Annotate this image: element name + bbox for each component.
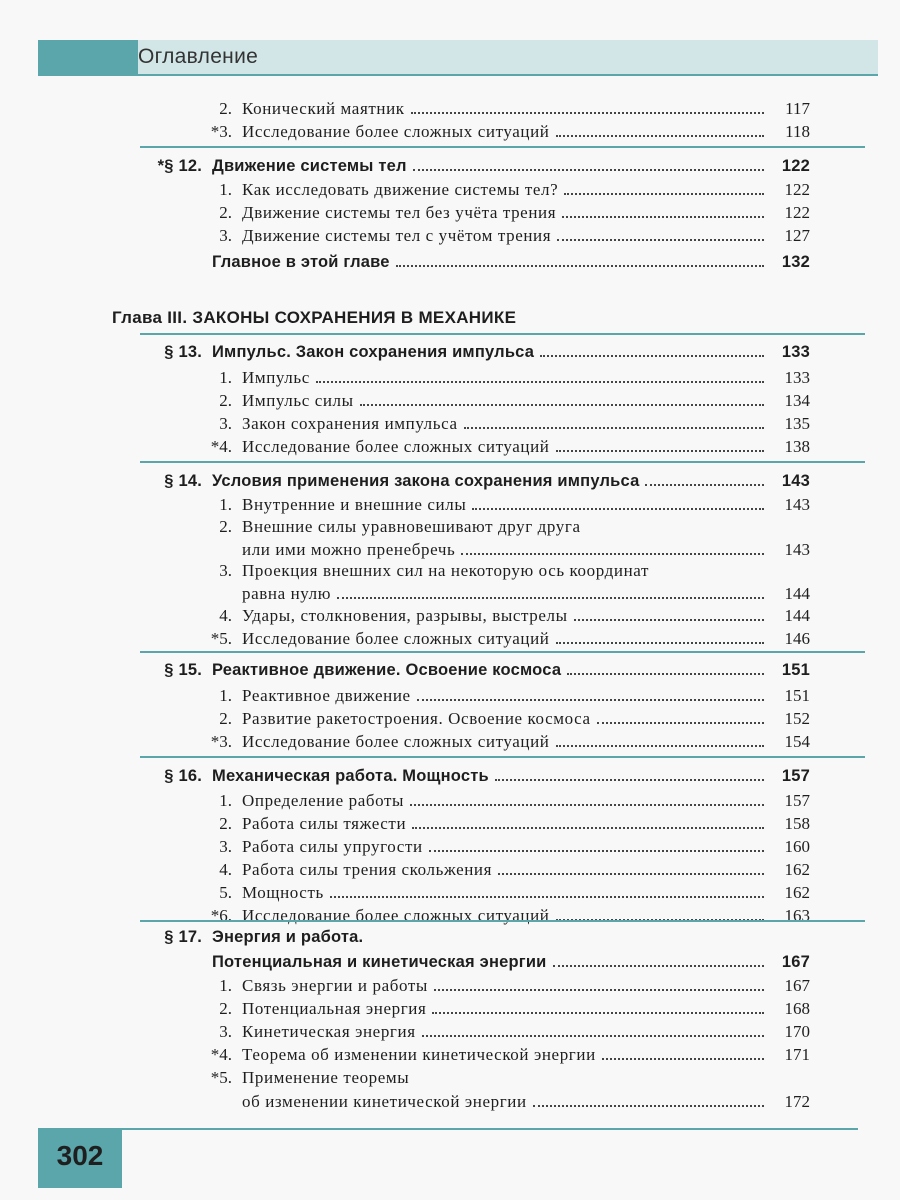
dot-leader: [412, 813, 764, 829]
toc-entry-title: Исследование более сложных ситуаций: [242, 122, 550, 141]
toc-entry-page: 144: [784, 584, 810, 603]
toc-entry-number: 1.: [219, 686, 232, 705]
toc-entry-title: Исследование более сложных ситуаций: [242, 629, 550, 648]
header-title: Оглавление: [138, 45, 259, 68]
toc-entry-title: Кинетическая энергия: [242, 1022, 416, 1041]
toc-entry-title: Связь энергии и работы: [242, 976, 428, 995]
dot-leader: [472, 494, 764, 510]
toc-entry-title: Применение теоремы: [242, 1068, 410, 1087]
section-divider: [140, 461, 865, 463]
toc-entry-title: Мощность: [242, 883, 324, 902]
toc-entry: [0, 179, 900, 203]
toc-entry-title: Импульс силы: [242, 391, 354, 410]
dot-leader: [461, 539, 764, 555]
toc-entry-title: Удары, столкновения, разрывы, выстрелы: [242, 606, 568, 625]
toc-entry-page: 162: [784, 860, 810, 879]
toc-entry-number: 5.: [219, 883, 232, 902]
toc-entry-page: 160: [784, 837, 810, 856]
toc-entry: [0, 1021, 900, 1045]
toc-entry: [0, 813, 900, 837]
toc-entry: [0, 367, 900, 391]
toc-entry-page: 172: [784, 1092, 810, 1111]
toc-entry-number: 2.: [219, 99, 232, 118]
dot-leader: [411, 98, 764, 114]
toc-entry: [0, 98, 900, 122]
toc-entry: [0, 882, 900, 906]
dot-leader: [553, 951, 764, 967]
toc-entry: [0, 605, 900, 629]
toc-entry-number: *§ 12.: [157, 157, 202, 175]
toc-entry-title: Механическая работа. Мощность: [212, 767, 489, 785]
toc-entry-number: § 15.: [164, 661, 202, 679]
dot-leader: [645, 470, 764, 486]
toc-entry-title: Импульс: [242, 368, 310, 387]
toc-entry: [0, 561, 900, 585]
dot-leader: [567, 659, 764, 675]
dot-leader: [337, 583, 764, 599]
toc-entry-number: *4.: [210, 1045, 232, 1064]
page-number-box: [38, 1128, 122, 1188]
toc-entry-number: 2.: [219, 709, 232, 728]
toc-entry: [0, 1044, 900, 1068]
running-header: [38, 40, 878, 76]
toc-entry-page: 167: [781, 953, 810, 971]
toc-entry-title: Реактивное движение: [242, 686, 411, 705]
toc-entry-number: § 16.: [164, 767, 202, 785]
section-divider: [140, 146, 865, 148]
toc-entry-page: 152: [784, 709, 810, 728]
toc-entry-title: Движение системы тел: [212, 157, 407, 175]
toc-entry: [0, 121, 900, 145]
toc-entry-title: Реактивное движение. Освоение космоса: [212, 661, 562, 679]
toc-entry: [0, 998, 900, 1022]
toc-entry-page: 157: [784, 791, 810, 810]
toc-entry-page: 133: [781, 343, 810, 361]
toc-entry: [0, 859, 900, 883]
toc-entry-number: 1.: [219, 791, 232, 810]
toc-entry-title: Определение работы: [242, 791, 405, 810]
toc-entry-title: Потенциальная и кинетическая энергии: [212, 953, 547, 971]
toc-entry: [0, 494, 900, 518]
toc-entry-page: 122: [781, 157, 810, 175]
toc-entry-title: равна нулю: [242, 584, 331, 603]
dot-leader: [330, 882, 764, 898]
toc-entry-page: 117: [785, 99, 810, 118]
toc-entry-title: Работа силы тяжести: [242, 814, 407, 833]
toc-entry-title: Условия применения закона сохранения импульса: [212, 472, 640, 490]
toc-entry-page: 151: [781, 661, 810, 679]
dot-leader: [434, 975, 764, 991]
dot-leader: [562, 202, 764, 218]
toc-entry-title: Движение системы тел с учётом трения: [242, 226, 552, 245]
toc-entry-number: 3.: [219, 561, 232, 580]
dot-leader: [556, 731, 765, 747]
dot-leader: [556, 628, 765, 644]
dot-leader: [396, 251, 764, 267]
toc-entry-number: 1.: [219, 180, 232, 199]
toc-entry: [0, 708, 900, 732]
toc-entry-page: 143: [781, 472, 810, 490]
toc-entry-number: § 14.: [164, 472, 202, 490]
toc-entry: [0, 685, 900, 709]
dot-leader: [574, 605, 764, 621]
dot-leader: [597, 708, 764, 724]
dot-leader: [495, 765, 764, 781]
toc-entry: [0, 765, 900, 789]
toc-entry-number: *6.: [210, 906, 232, 925]
toc-entry-number: 3.: [219, 1022, 232, 1041]
dot-leader: [410, 790, 764, 806]
toc-entry: [0, 928, 900, 952]
section-divider: [140, 333, 865, 335]
toc-entry-page: 170: [784, 1022, 810, 1041]
toc-entry-page: 146: [784, 629, 810, 648]
toc-entry-number: 2.: [219, 999, 232, 1018]
toc-entry-number: 4.: [219, 860, 232, 879]
toc-entry-number: *4.: [210, 437, 232, 456]
toc-entry: [0, 905, 900, 929]
toc-entry-title: Движение системы тел без учёта трения: [242, 203, 557, 222]
dot-leader: [432, 998, 764, 1014]
toc-entry: [0, 583, 900, 607]
dot-leader: [417, 685, 764, 701]
toc-entry: [0, 436, 900, 460]
toc-entry: [0, 202, 900, 226]
toc-entry-title: Работа силы трения скольжения: [242, 860, 493, 879]
toc-entry-title: Работа силы упругости: [242, 837, 423, 856]
toc-entry: [0, 539, 900, 563]
toc-entry-title: Исследование более сложных ситуаций: [242, 906, 550, 925]
toc-entry: [0, 790, 900, 814]
toc-entry-title: Развитие ракетостроения. Освоение космоса: [242, 709, 591, 728]
dot-leader: [556, 905, 765, 921]
toc-entry: [0, 975, 900, 999]
toc-entry-page: 122: [784, 203, 810, 222]
toc-entry-title: Исследование более сложных ситуаций: [242, 732, 550, 751]
toc-entry-number: § 13.: [164, 343, 202, 361]
toc-entry-page: 138: [784, 437, 810, 456]
toc-entry: [0, 517, 900, 541]
toc-entry-number: 1.: [219, 368, 232, 387]
toc-entry-page: 157: [781, 767, 810, 785]
toc-entry-number: § 17.: [164, 928, 202, 946]
header-accent-tab: [38, 40, 138, 76]
toc-entry-number: 4.: [219, 606, 232, 625]
toc-entry-page: 163: [784, 906, 810, 925]
dot-leader: [556, 121, 765, 137]
toc-entry-title: Импульс. Закон сохранения импульса: [212, 343, 535, 361]
toc-entry-page: 118: [785, 122, 810, 141]
toc-entry-page: 162: [784, 883, 810, 902]
toc-entry-page: 143: [784, 495, 810, 514]
toc-entry-title: об изменении кинетической энергии: [242, 1092, 527, 1111]
dot-leader: [422, 1021, 764, 1037]
toc-entry: [0, 628, 900, 652]
toc-entry: [0, 155, 900, 179]
toc-entry: [0, 341, 900, 365]
toc-entry: [0, 836, 900, 860]
toc-entry-page: 151: [784, 686, 810, 705]
toc-entry-page: 171: [784, 1045, 810, 1064]
dot-leader: [360, 390, 764, 406]
toc-entry-number: *5.: [210, 1068, 232, 1087]
toc-entry-number: *5.: [210, 629, 232, 648]
toc-entry: [0, 951, 900, 975]
toc-entry-title: Исследование более сложных ситуаций: [242, 437, 550, 456]
dot-leader: [429, 836, 764, 852]
toc-entry-title: Внешние силы уравновешивают друг друга: [242, 517, 581, 536]
toc-entry: [0, 390, 900, 414]
toc-entry-title: Внутренние и внешние силы: [242, 495, 467, 514]
toc-entry-title: Проекция внешних сил на некоторую ось координат: [242, 561, 649, 580]
dot-leader: [316, 367, 764, 383]
toc-entry-page: 167: [784, 976, 810, 995]
dot-leader: [557, 225, 764, 241]
section-divider: [140, 756, 865, 758]
toc-entry-page: 132: [781, 253, 810, 271]
page-number: 302: [56, 1140, 104, 1171]
toc-entry-number: 3.: [219, 414, 232, 433]
footer-rule: [38, 1128, 858, 1136]
dot-leader: [602, 1044, 764, 1060]
toc-entry-page: 143: [784, 540, 810, 559]
toc-entry-number: *3.: [210, 122, 232, 141]
toc-entry-number: 2.: [219, 391, 232, 410]
section-divider: [140, 920, 865, 922]
toc-entry-number: 1.: [219, 976, 232, 995]
toc-entry: [0, 659, 900, 683]
dot-leader: [464, 413, 764, 429]
toc-entry-title: или ими можно пренебречь: [242, 540, 456, 559]
toc-entry: [0, 731, 900, 755]
section-divider: [140, 651, 865, 653]
toc-entry-page: 133: [784, 368, 810, 387]
dot-leader: [556, 436, 765, 452]
toc-entry-title: Главное в этой главе: [212, 253, 390, 271]
toc-entry-number: 2.: [219, 517, 232, 536]
toc-entry-page: 127: [784, 226, 810, 245]
toc-entry-page: 134: [784, 391, 810, 410]
toc-entry-title: Закон сохранения импульса: [242, 414, 458, 433]
toc-entry: [0, 413, 900, 437]
toc-entry-number: *3.: [210, 732, 232, 751]
toc-entry-title: Потенциальная энергия: [242, 999, 427, 1018]
toc-entry-page: 144: [784, 606, 810, 625]
toc-entry-page: 135: [784, 414, 810, 433]
toc-entry-page: 154: [784, 732, 810, 751]
toc-entry: [0, 251, 900, 275]
dot-leader: [498, 859, 764, 875]
toc-entry-page: 122: [784, 180, 810, 199]
toc-entry-number: 3.: [219, 837, 232, 856]
toc-entry-page: 168: [784, 999, 810, 1018]
toc-entry-title: Энергия и работа.: [212, 928, 364, 946]
toc-entry: [0, 1091, 900, 1115]
toc-entry-number: 3.: [219, 226, 232, 245]
chapter-heading: Глава III. ЗАКОНЫ СОХРАНЕНИЯ В МЕХАНИКЕ: [112, 308, 517, 327]
toc-entry-number: 2.: [219, 814, 232, 833]
toc-entry-page: 158: [784, 814, 810, 833]
toc-entry: [0, 225, 900, 249]
toc-entry-title: Как исследовать движение системы тел?: [242, 180, 559, 199]
toc-entry: [0, 470, 900, 494]
dot-leader: [540, 341, 764, 357]
toc-entry-title: Конический маятник: [242, 99, 405, 118]
toc-entry-number: 2.: [219, 203, 232, 222]
dot-leader: [564, 179, 764, 195]
dot-leader: [533, 1091, 764, 1107]
toc-entry-title: Теорема об изменении кинетической энергии: [242, 1045, 596, 1064]
toc-entry-number: 1.: [219, 495, 232, 514]
toc-entry: [0, 1068, 900, 1092]
dot-leader: [413, 155, 764, 171]
